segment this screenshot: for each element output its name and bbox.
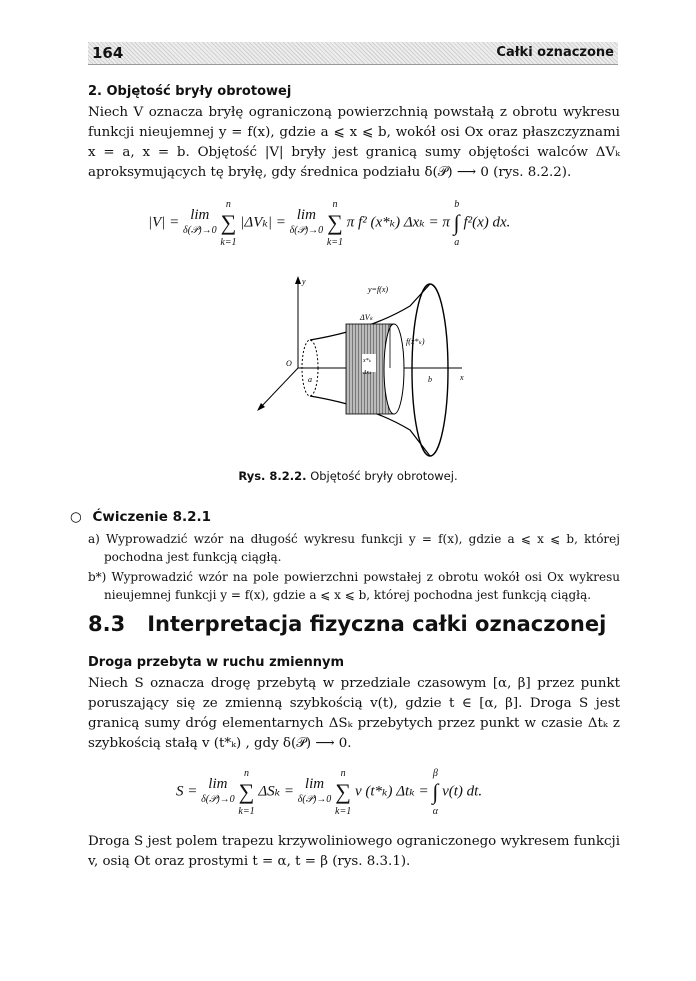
sum-top: n [244,768,249,779]
int-top: β [432,768,438,779]
sigma-icon: ∑ [238,779,255,804]
circle-bullet-icon: ○ [70,509,82,525]
cylinder-face [384,324,404,414]
x-label: x [460,373,464,382]
lim-sub: δ(𝒫)→0 [297,794,332,805]
lim: lim [296,207,316,223]
lim-sub: δ(𝒫)→0 [201,794,235,805]
section-number: 8.3 [88,612,126,636]
exercise-title-row [70,509,211,525]
sum-bottom: k=1 [238,806,255,817]
formula2-term2: v (t*ₖ) Δtₖ = [354,783,429,800]
section-heading [88,612,606,636]
sigma-icon: ∑ [220,210,237,235]
running-title: Całki oznaczone [496,45,614,60]
distance-formula [176,765,576,819]
page-number: 164 [92,44,124,62]
int-bottom: a [454,237,460,248]
exercise-title: Ćwiczenie 8.2.1 [92,509,212,525]
int-bottom: α [432,806,438,817]
a-label: a [308,375,312,384]
formula-term1: |ΔVₖ| = [240,214,286,231]
exercise-items [88,530,620,606]
z-axis [260,368,298,408]
section-title: Interpretacja fizyczna całki oznaczonej [147,612,607,636]
lim: lim [304,776,325,792]
formula-lhs: |V| = [148,214,180,231]
dx-label: Δxₖ [363,370,372,376]
section-paragraph-1: Niech S oznacza drogę przebytą w przedziale czasowym [α, β] przez punkt poruszający się ze zmienną szybkością v(t), gdzie t ∈ [α, β]. Droga S jest granicą sumy dróg elementarnych ΔSₖ przebytych przez punkt w czasie Δtₖ z szybkością stałą v (t*ₖ) , gdy δ(𝒫) ⟶ 0. [88,676,620,751]
sum-top: n [332,199,338,210]
fx-label: f(x*ₖ) [406,337,425,346]
formula-term2: π f² (x*ₖ) Δxₖ = π [346,214,450,231]
formula2-integrand: v(t) dt. [442,783,483,800]
caption-prefix: Rys. 8.2.2. [238,469,307,483]
section-subtitle: Droga przebyta w ruchu zmiennym [88,655,344,670]
sum-top: n [225,199,231,210]
b-label: b [428,375,432,384]
subsection-title: 2. Objętość bryły obrotowej [88,84,292,99]
subsection-paragraph: Niech V oznacza bryłę ograniczoną powierzchnią powstałą z obrotu wykresu funkcji nieujemnej y = f(x), gdzie a ⩽ x ⩽ b, wokół osi Ox oraz płaszczyznami x = a, x = b. Objętość |V| bryły jest granicą sumy objętości walców ΔVₖ aproksymujących tę bryłę, gdy średnica podziału δ(𝒫) ⟶ 0 (rys. 8.2.2). [88,105,620,180]
running-header [88,42,618,65]
lim: lim [208,776,228,792]
solid-of-revolution-figure [250,270,480,462]
figure-caption [0,469,696,483]
integral-icon: ∫ [432,779,439,804]
origin-label: O [286,359,292,368]
exercise-item-b: b*) Wyprowadzić wzór na pole powierzchni powstałej z obrotu wokół osi Ox wykresu nieujemnej funkcji y = f(x), gdzie a ⩽ x ⩽ b, której pochodna jest funkcją ciągłą. [88,570,620,602]
formula-integrand: f²(x) dx. [463,214,511,231]
lim: lim [190,207,210,223]
exercise-item-a: a) Wyprowadzić wzór na długość wykresu funkcji y = f(x), gdzie a ⩽ x ⩽ b, której pochodna jest funkcją ciągłą. [88,532,620,564]
integral-icon: ∫ [453,210,460,235]
volume-formula [148,196,608,250]
dv-label: ΔVₖ [360,313,373,322]
lim-sub: δ(𝒫)→0 [183,225,217,236]
y-label: y [302,277,306,286]
curve-label: y=f(x) [368,285,389,294]
lim-sub: δ(𝒫)→0 [289,225,324,236]
caption-text: Objętość bryły obrotowej. [310,469,458,483]
formula2-lhs: S = [176,783,198,800]
xk-label: x*ₖ [363,358,372,364]
sum-bottom: k=1 [326,237,344,248]
formula2-term1: ΔSₖ = [258,783,294,800]
right-disk [412,284,448,456]
sum-top: n [340,768,346,779]
sigma-icon: ∑ [335,779,351,804]
sum-bottom: k=1 [335,806,352,817]
int-top: b [454,199,460,210]
sum-bottom: k=1 [220,237,237,248]
y-axis-arrow-icon [295,276,301,284]
sigma-icon: ∑ [327,210,343,235]
section-paragraph-2: Droga S jest polem trapezu krzywoliniowego ograniczonego wykresem funkcji v, osią Ot oraz prostymi t = α, t = β (rys. 8.3.1). [88,834,620,869]
